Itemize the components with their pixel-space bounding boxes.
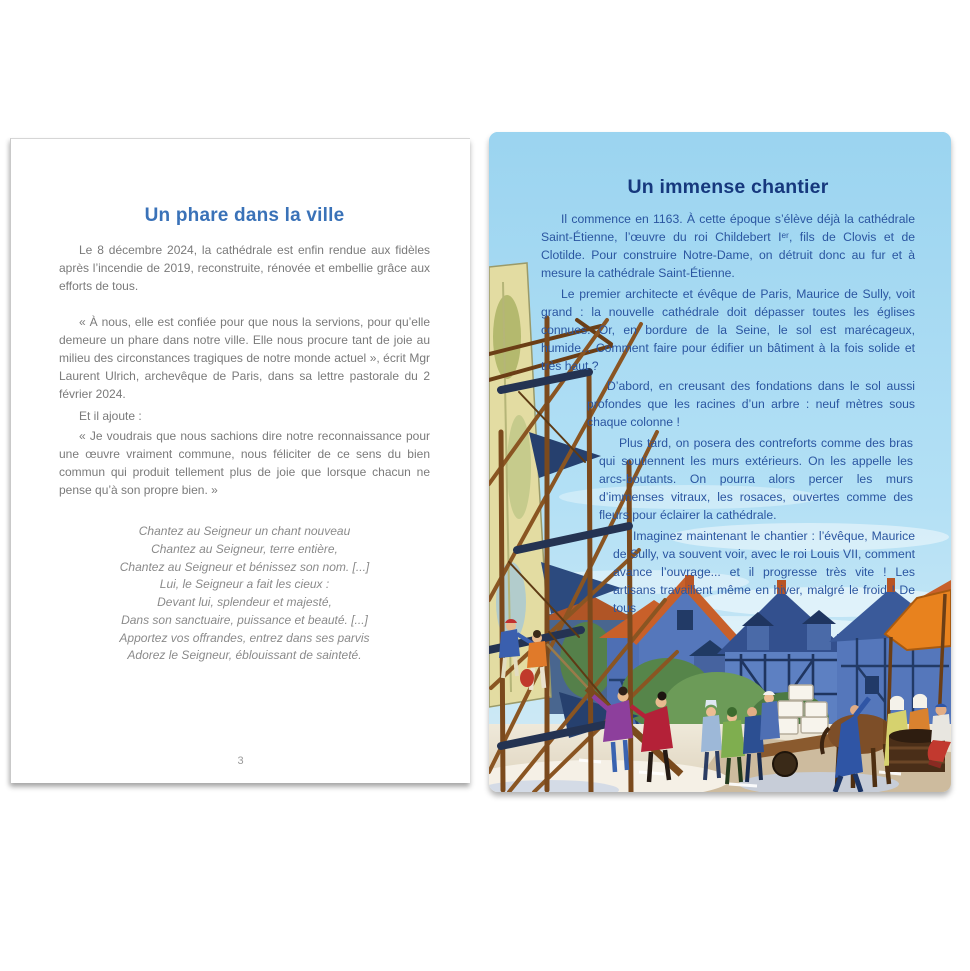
right-paragraph: Le premier architecte et évêque de Paris, Maurice de Sully, voit grand : la nouvelle cathédrale doit dépasser toutes les églises connues. Or, en bordure de la Seine, le sol est marécageux, humide... Comment faire pour édifier un bâtiment à la fois solide et très haut ?: [541, 286, 915, 373]
page-number: 3: [237, 755, 244, 767]
right-paragraph: Plus tard, on posera des contreforts comme des bras qui soutiennent les murs extérieurs. On les appelle les arcs-boutants. On pourra alors percer les murs d’immenses vitraux, les rosaces, ouvertes comme des fleurs pour éclairer la cathédrale.: [599, 436, 913, 522]
poem-line: Chantez au Seigneur et bénissez son nom. [...]: [119, 559, 370, 574]
poem-line: Adorez le Seigneur, éblouissant de sainteté.: [127, 648, 362, 663]
poem-line: Devant lui, splendeur et majesté,: [157, 595, 332, 609]
right-paragraph: D’abord, en creusant des fondations dans le sol aussi profondes que les racines d’un arbre : neuf mètres sous chaque colonne !: [587, 379, 915, 430]
right-paragraph: Il commence en 1163. À cette époque s’élève déjà la cathédrale Saint-Étienne, l’œuvre du roi Childebert Iᵉʳ, fils de Clovis et de Clotilde. Pour construire Notre-Dame, on détruit donc au fur et à mesure la cathédrale Saint-Étienne.: [541, 212, 915, 280]
poem-line: Lui, le Seigneur a fait les cieux :: [159, 577, 330, 592]
poem-line: Chantez au Seigneur, terre entière,: [151, 541, 338, 556]
left-page: [10, 138, 470, 783]
right-page: [489, 132, 951, 792]
left-page-title: Un phare dans la ville: [144, 205, 345, 226]
left-ajoute-line: Et il ajoute :: [79, 409, 142, 423]
left-paragraph: Le 8 décembre 2024, la cathédrale est enfin rendue aux fidèles après l’incendie de 2019, reconstruite, rénovée et embellie grâce aux efforts de tous.: [59, 243, 430, 293]
right-paragraph: Imaginez maintenant le chantier : l’évêque, Maurice de Sully, va souvent voir, avec le roi Louis VII, comment avance l’ouvrage... et il progresse très vite ! Les artisans travaillent même en hiver, malgré le froid ! De tous: [613, 528, 915, 615]
poem-line: Dans son sanctuaire, puissance et beauté. [...]: [121, 612, 368, 627]
poem-line: Chantez au Seigneur un chant nouveau: [138, 524, 351, 538]
right-page-title: Un immense chantier: [627, 176, 829, 198]
psalm-poem: [59, 523, 430, 665]
left-paragraph: « À nous, elle est confiée pour que nous la servions, pour qu’elle demeure un phare dans notre ville. Elle nous procure tant de joie au milieu des circonstances tragiques de notre monde actuel », écrit Mgr Laurent Ulrich, archevêque de Paris, dans sa lettre pastorale du 2 février 2024.: [59, 315, 430, 401]
poem-line: Apportez vos offrandes, entrez dans ses parvis: [119, 630, 370, 645]
right-page-text: [489, 132, 951, 792]
left-quote: « Je voudrais que nous sachions dire notre reconnaissance pour une œuvre vraiment commune, nous féliciter de ce sens du bien commun qui produit tellement plus de joie que lorsque chacun ne pense qu’à son propre bien. »: [59, 429, 430, 497]
left-page-body: [59, 241, 430, 499]
